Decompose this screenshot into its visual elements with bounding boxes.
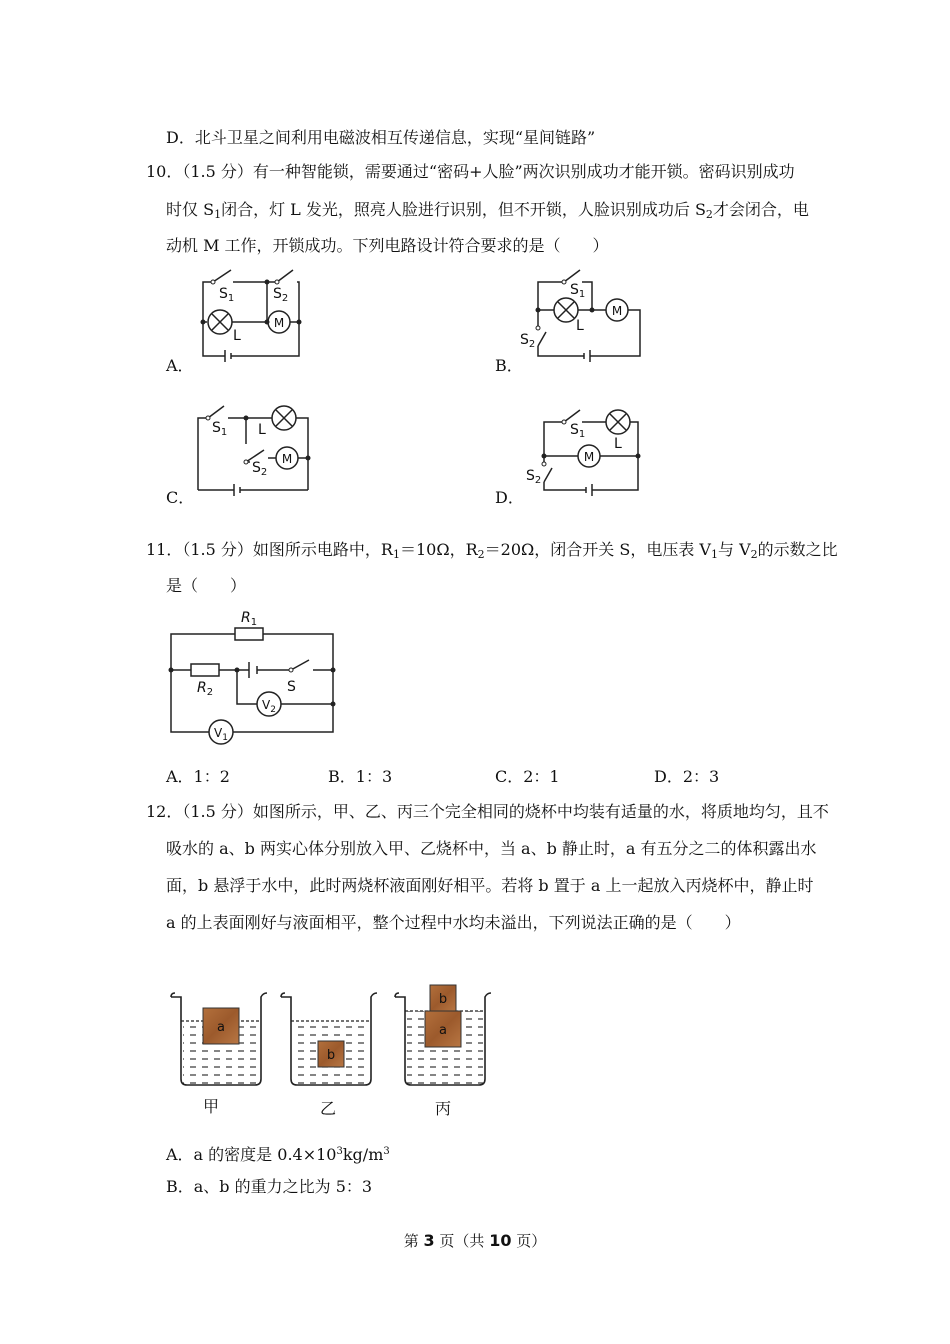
q12-text-1: （1.5 分）如图所示，甲、乙、丙三个完全相同的烧杯中均装有适量的水，将质地均匀，且不 xyxy=(182,802,829,821)
q11-text-g: 与 V xyxy=(717,540,751,559)
q10-circuit-c xyxy=(190,404,320,504)
q11-label-r2: $R_2$ xyxy=(197,680,214,698)
q10-text: （1.5 分）有一种智能锁，需要通过“密码+人脸”两次识别成功才能开锁。密码识别成功 xyxy=(182,162,795,181)
q12-stem-line4: a 的上表面刚好与液面相平，整个过程中水均未溢出，下列说法正确的是（ ） xyxy=(166,913,741,932)
q11-label-v1: $V_1$ xyxy=(214,726,228,743)
q12-option-a[interactable] xyxy=(166,1142,390,1165)
q12-stem-line2: 吸水的 a、b 两实心体分别放入甲、乙烧杯中，当 a、b 静止时，a 有五分之二的体积露出水 xyxy=(166,839,817,858)
q11-text-a: （1.5 分）如图所示电路中，R xyxy=(182,540,393,559)
q10d-label-s2: $S_2$ xyxy=(526,468,542,486)
block-a-label-bing: a xyxy=(439,1023,447,1038)
beaker-label-yi: 乙 xyxy=(320,1099,337,1118)
q10-text-c: 闭合，灯 L 发光，照亮人脸进行识别，但不开锁，人脸识别成功后 S xyxy=(221,200,706,219)
q11-text-c: ＝10Ω，R xyxy=(399,540,478,559)
q12-option-a-text: A．a 的密度是 0.4×10 xyxy=(166,1145,337,1164)
q11-sub-2a: 2 xyxy=(477,548,485,561)
q10b-label-l: L xyxy=(576,318,584,334)
q11-label-s: S xyxy=(287,679,296,695)
beaker-label-bing: 丙 xyxy=(435,1099,452,1118)
q10-number: 10． xyxy=(146,162,183,181)
q10a-label-m: M xyxy=(273,316,285,330)
q11-option-d[interactable]: D．2：3 xyxy=(654,767,720,786)
q10a-label-s1: $S_1$ xyxy=(219,286,235,304)
q10-text-a: 时仅 S xyxy=(166,200,215,219)
q11-number: 11． xyxy=(146,540,183,559)
q11-label-v2: $V_2$ xyxy=(262,698,276,715)
footer-page-number: 3 xyxy=(423,1231,435,1250)
beaker-bing xyxy=(395,985,491,1085)
q10-option-d[interactable]: D． xyxy=(495,488,524,507)
beaker-jia xyxy=(171,993,267,1085)
q12-option-a-unit: kg/m xyxy=(342,1145,384,1164)
q10b-label-s1: $S_1$ xyxy=(570,282,586,300)
q12-number: 12． xyxy=(146,802,183,821)
q10d-label-m: M xyxy=(583,450,595,464)
q11-circuit xyxy=(165,606,345,746)
footer-mid: 页（共 xyxy=(434,1232,490,1250)
q11-option-c[interactable]: C．2：1 xyxy=(495,767,560,786)
q11-stem-line2: 是（ ） xyxy=(166,576,247,595)
q11-label-r1: $R_1$ xyxy=(241,610,258,628)
q10-option-a[interactable]: A． xyxy=(166,356,194,375)
q10d-label-s1: $S_1$ xyxy=(570,422,586,440)
q10-stem-line3: 动机 M 工作，开锁成功。下列电路设计符合要求的是（ ） xyxy=(166,236,609,255)
q10c-label-s1: $S_1$ xyxy=(212,420,228,438)
q10-option-b[interactable]: B． xyxy=(495,356,523,375)
beaker-label-jia: 甲 xyxy=(203,1097,220,1116)
q12-option-b[interactable]: B．a、b 的重力之比为 5：3 xyxy=(166,1177,373,1196)
q9-option-d: D．北斗卫星之间利用电磁波相互传递信息，实现“星间链路” xyxy=(166,128,596,147)
block-a-label-jia: a xyxy=(217,1020,225,1035)
q11-option-a[interactable]: A．1：2 xyxy=(166,767,230,786)
beaker-yi xyxy=(281,993,377,1085)
q12-stem-line1 xyxy=(146,802,829,822)
q10d-label-l: L xyxy=(614,436,622,452)
block-b-label-yi: b xyxy=(326,1048,336,1063)
block-b-label-bing: b xyxy=(438,992,448,1007)
q11-sub-2b: 2 xyxy=(750,548,758,561)
q11-sub-1a: 1 xyxy=(392,548,400,561)
q12-option-a-exp: 3 xyxy=(336,1146,343,1157)
q10-sub-1: 1 xyxy=(214,208,222,221)
q10c-label-l: L xyxy=(258,422,266,438)
q10-option-c[interactable]: C． xyxy=(166,488,195,507)
q10-sub-2: 2 xyxy=(705,208,713,221)
q10c-label-m: M xyxy=(281,452,293,466)
q10a-label-l: L xyxy=(233,328,241,344)
q11-text-e: ＝20Ω，闭合开关 S，电压表 V xyxy=(484,540,711,559)
q11-stem-line1 xyxy=(146,540,838,565)
q10b-label-s2: $S_2$ xyxy=(520,332,536,350)
q12-option-a-unit-exp: 3 xyxy=(383,1146,390,1157)
q11-option-b[interactable]: B．1：3 xyxy=(328,767,393,786)
q10-text-e: 才会闭合，电 xyxy=(712,200,809,219)
q10-stem-line1 xyxy=(146,162,795,182)
footer-post: 页） xyxy=(511,1232,547,1250)
q11-text-i: 的示数之比 xyxy=(757,540,838,559)
footer-total-pages: 10 xyxy=(489,1231,512,1250)
q10-stem-line2 xyxy=(166,200,809,225)
q10-circuit-a xyxy=(195,268,315,368)
q10-circuit-b xyxy=(520,266,650,366)
q10-circuit-d xyxy=(520,404,650,504)
q10a-label-s2: $S_2$ xyxy=(273,286,289,304)
q12-stem-line3: 面，b 悬浮于水中，此时两烧杯液面刚好相平。若将 b 置于 a 上一起放入丙烧杯中，静止时 xyxy=(166,876,814,895)
q10c-label-s2: $S_2$ xyxy=(252,460,268,478)
q10b-label-m: M xyxy=(611,304,623,318)
q12-beakers-figure xyxy=(165,975,525,1125)
page-footer xyxy=(0,1230,950,1251)
footer-pre: 第 xyxy=(403,1232,424,1250)
q11-sub-1b: 1 xyxy=(710,548,718,561)
